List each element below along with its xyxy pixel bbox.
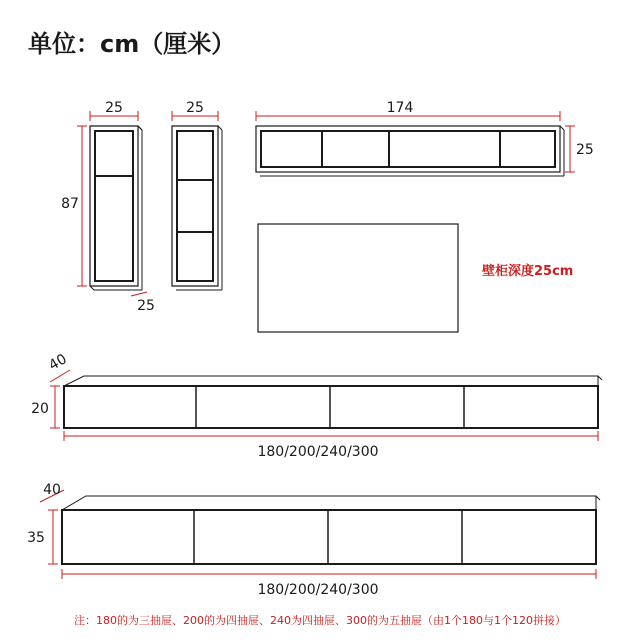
tall-cabinet-2 — [172, 126, 222, 290]
tall-cabinet-1-width-label: 25 — [105, 100, 123, 116]
tv-stand-2-length-label: 180/200/240/300 — [257, 582, 379, 598]
tv-stand-1-height-dim — [50, 386, 60, 428]
tv-stand-1-height-label: 20 — [31, 401, 49, 417]
tall-cabinet-1-height-label: 87 — [61, 196, 79, 212]
tall-cabinet-1-depth-dim — [131, 292, 147, 296]
tall-cabinet-2-width-label: 25 — [186, 100, 204, 116]
wall-cabinet-width-label: 174 — [386, 100, 414, 116]
tv-stand-2-height-label: 35 — [27, 530, 45, 546]
wall-cabinet-depth-label: 壁柜深度25cm — [482, 264, 574, 279]
tv-outline — [258, 224, 458, 332]
tv-stand-2-height-dim — [48, 510, 58, 564]
tv-stand-1 — [64, 376, 602, 428]
tv-stand-1-length-dim — [64, 431, 598, 441]
wall-cabinet-height-dim — [565, 126, 575, 172]
wall-cabinet-height-label: 25 — [576, 142, 594, 158]
tv-stand-1-length-label: 180/200/240/300 — [257, 444, 379, 460]
tall-cabinet-1 — [90, 126, 142, 290]
tv-stand-2-length-dim — [62, 569, 596, 579]
tv-stand-2-depth-label: 40 — [43, 482, 61, 498]
footnote: 注：180的为三抽屉、200的为四抽屉、240为四抽屉、300的为五抽屉（由1个180与1个120拼接） — [74, 614, 566, 627]
wall-cabinet — [256, 126, 564, 176]
tv-stand-1-depth-label: 40 — [46, 351, 70, 374]
unit-title: 单位：cm（厘米） — [28, 30, 236, 58]
tall-cabinet-1-depth-label: 25 — [137, 298, 155, 314]
tv-stand-2 — [62, 496, 600, 564]
